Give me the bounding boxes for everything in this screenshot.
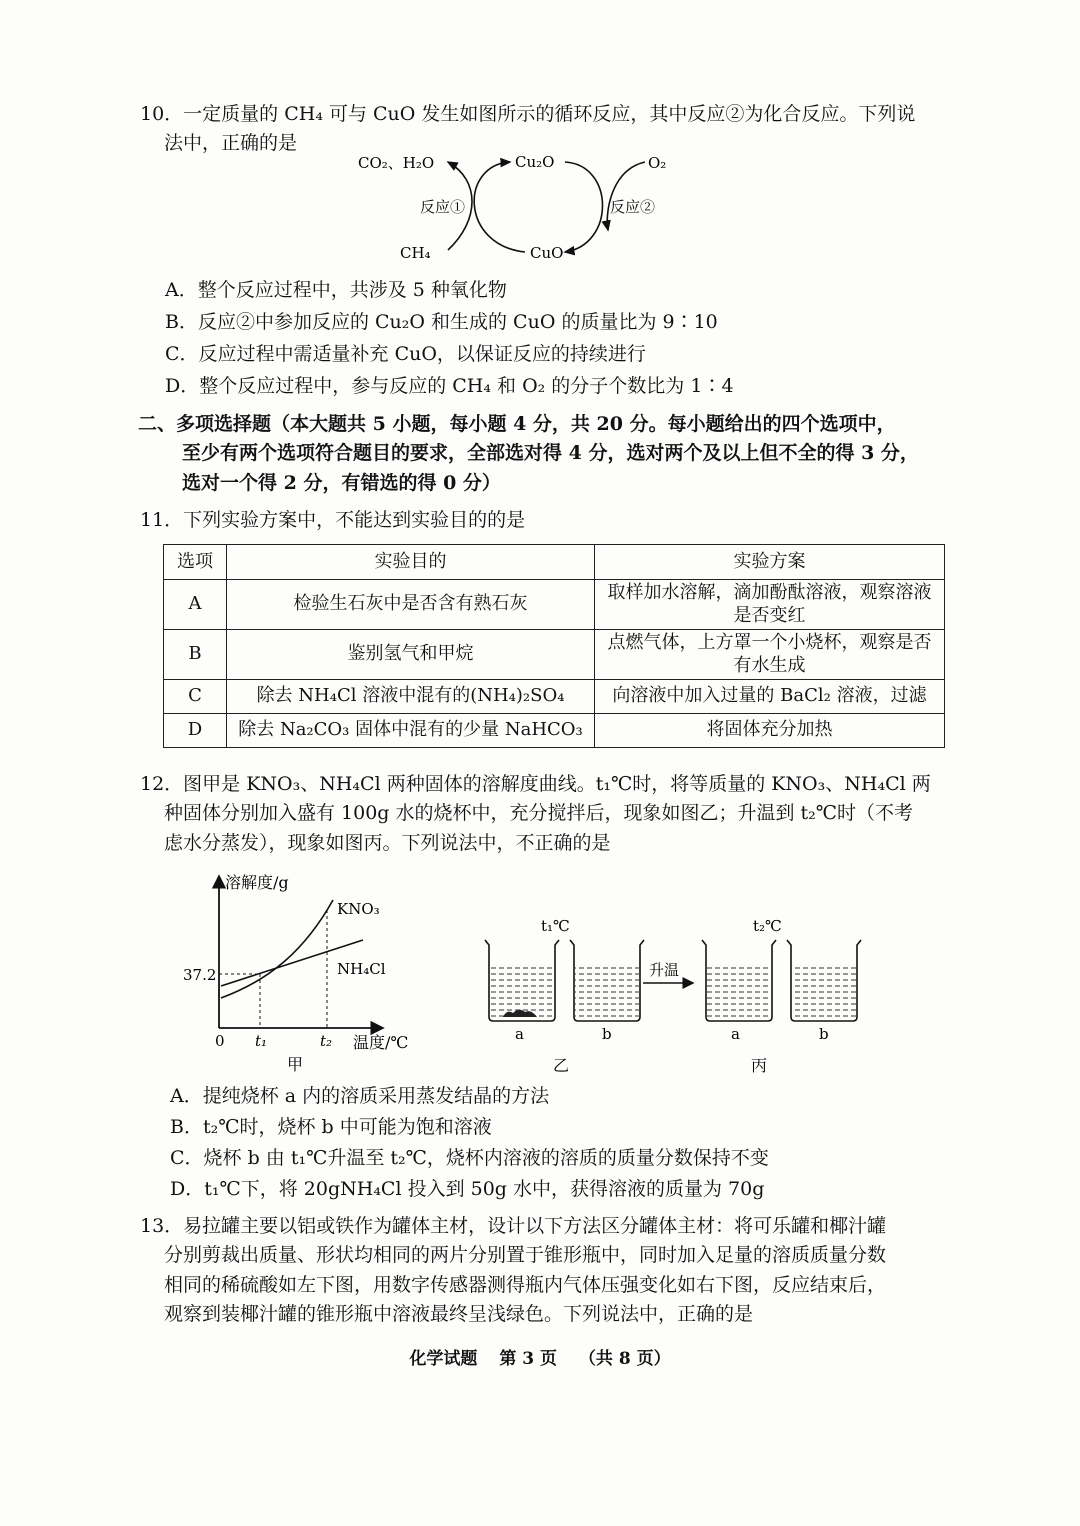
x-axis-label: 温度/℃ bbox=[353, 1033, 409, 1052]
graph-caption: 甲 bbox=[287, 1055, 304, 1074]
header-purpose: 实验目的 bbox=[227, 545, 595, 580]
q12-option-d: D．t₁℃下，将 20gNH₄Cl 投入到 50g 水中，获得溶液的质量为 70g bbox=[170, 1178, 765, 1200]
q10-option-d: D．整个反应过程中，参与反应的 CH₄ 和 O₂ 的分子个数比为 1∶4 bbox=[165, 375, 734, 397]
table-row bbox=[164, 714, 945, 748]
reaction-2-label: 反应② bbox=[610, 198, 656, 216]
question-13-line-4: 观察到装椰汁罐的锥形瓶中溶液最终呈浅绿色。下列说法中，正确的是 bbox=[164, 1303, 754, 1326]
reaction-1-label: 反应① bbox=[420, 198, 466, 216]
label-a-yi: a bbox=[515, 1025, 524, 1043]
label-b-bing: b bbox=[819, 1025, 829, 1043]
question-13-line-2: 分别剪裁出质量、形状均相同的两片分别置于锥形瓶中，同时加入足量的溶质质量分数 bbox=[164, 1244, 887, 1267]
experiment-table bbox=[163, 544, 945, 748]
footer-page: 第 3 页 bbox=[499, 1349, 557, 1369]
table-row bbox=[164, 630, 945, 680]
row-a-plan: 取样加水溶解，滴加酚酞溶液，观察溶液是否变红 bbox=[595, 580, 945, 630]
beaker-figures bbox=[475, 905, 875, 1080]
footer-total: （共 8 页） bbox=[578, 1349, 671, 1369]
y-axis-label: 溶解度/g bbox=[225, 873, 289, 892]
value-label: 37.2 bbox=[183, 966, 217, 984]
beaker-b-bing bbox=[787, 940, 861, 1021]
row-b-plan: 点燃气体，上方罩一个小烧杯，观察是否有水生成 bbox=[595, 630, 945, 680]
reaction-2-arc bbox=[607, 162, 645, 230]
kno3-curve bbox=[221, 900, 333, 998]
section-2-heading bbox=[138, 410, 919, 498]
t2-label: t₂ bbox=[320, 1032, 333, 1050]
beaker-a-bing bbox=[702, 940, 776, 1021]
page-footer bbox=[0, 1346, 1080, 1372]
question-13-stem bbox=[140, 1212, 886, 1330]
heating-label: 升温 bbox=[649, 961, 680, 979]
beaker-a-yi bbox=[485, 940, 559, 1021]
footer-subject: 化学试题 bbox=[409, 1349, 478, 1369]
question-12-stem bbox=[140, 770, 931, 858]
row-d-option: D bbox=[164, 714, 227, 748]
ch4-label: CH₄ bbox=[400, 244, 431, 262]
nh4cl-label: NH₄Cl bbox=[337, 960, 386, 978]
row-b-purpose: 鉴别氢气和甲烷 bbox=[227, 630, 595, 680]
question-12-line-2: 种固体分别加入盛有 100g 水的烧杯中，充分搅拌后，现象如图乙；升温到 t₂℃时（不考 bbox=[164, 802, 914, 825]
cu2o-label: Cu₂O bbox=[515, 153, 555, 171]
section-2-line-3: 选对一个得 2 分，有错选的得 0 分） bbox=[182, 471, 501, 494]
cuo-to-cu2o-arc bbox=[474, 162, 525, 252]
question-12-line-3: 虑水分蒸发），现象如图丙。下列说法中，不正确的是 bbox=[164, 831, 611, 854]
origin-label: 0 bbox=[215, 1032, 225, 1050]
table-row bbox=[164, 680, 945, 714]
section-2-line-2: 至少有两个选项符合题目的要求，全部选对得 4 分，选对两个及以上但不全的得 3 分， bbox=[182, 442, 919, 465]
section-2-line-1: 二、多项选择题（本大题共 5 小题，每小题 4 分，共 20 分。每小题给出的四个选项中， bbox=[138, 413, 896, 435]
t2-temp-label: t₂℃ bbox=[753, 917, 782, 935]
caption-yi: 乙 bbox=[553, 1056, 570, 1075]
q12-option-b: B．t₂℃时，烧杯 b 中可能为饱和溶液 bbox=[170, 1116, 492, 1138]
question-13-line-3: 相同的稀硫酸如左下图，用数字传感器测得瓶内气体压强变化如右下图，反应结束后， bbox=[164, 1273, 887, 1296]
kno3-label: KNO₃ bbox=[337, 900, 380, 918]
question-10-line-1: 10．一定质量的 CH₄ 可与 CuO 发生如图所示的循环反应，其中反应②为化合反应。下列说 bbox=[140, 103, 916, 125]
row-d-purpose: 除去 Na₂CO₃ 固体中混有的少量 NaHCO₃ bbox=[227, 714, 595, 748]
row-c-plan: 向溶液中加入过量的 BaCl₂ 溶液，过滤 bbox=[595, 680, 945, 714]
label-a-bing: a bbox=[731, 1025, 740, 1043]
row-c-purpose: 除去 NH₄Cl 溶液中混有的(NH₄)₂SO₄ bbox=[227, 680, 595, 714]
beaker-b-yi bbox=[570, 940, 644, 1021]
cu2o-to-cuo-arc bbox=[565, 162, 603, 252]
question-11-stem: 11．下列实验方案中，不能达到实验目的的是 bbox=[140, 509, 526, 531]
header-option: 选项 bbox=[164, 545, 227, 580]
products-label: CO₂、H₂O bbox=[358, 154, 435, 172]
caption-bing: 丙 bbox=[751, 1056, 768, 1075]
row-a-option: A bbox=[164, 580, 227, 630]
q10-option-b: B．反应②中参加反应的 Cu₂O 和生成的 CuO 的质量比为 9∶10 bbox=[165, 311, 718, 333]
t1-label: t₁ bbox=[255, 1032, 268, 1050]
o2-label: O₂ bbox=[648, 154, 667, 172]
label-b-yi: b bbox=[602, 1025, 612, 1043]
solubility-graph bbox=[175, 870, 445, 1080]
row-d-plan: 将固体充分加热 bbox=[595, 714, 945, 748]
cycle-diagram bbox=[340, 140, 700, 270]
header-plan: 实验方案 bbox=[595, 545, 945, 580]
row-c-option: C bbox=[164, 680, 227, 714]
q12-option-c: C．烧杯 b 由 t₁℃升温至 t₂℃，烧杯内溶液的溶质的质量分数保持不变 bbox=[170, 1147, 769, 1169]
q10-option-c: C．反应过程中需适量补充 CuO，以保证反应的持续进行 bbox=[165, 343, 646, 365]
t1-temp-label: t₁℃ bbox=[541, 917, 570, 935]
question-12-line-1: 12．图甲是 KNO₃、NH₄Cl 两种固体的溶解度曲线。t₁℃时，将等质量的 KNO₃、NH₄Cl 两 bbox=[140, 773, 931, 795]
question-10-line-2: 法中，正确的是 bbox=[164, 132, 298, 155]
question-13-line-1: 13．易拉罐主要以铝或铁作为罐体主材，设计以下方法区分罐体主材：将可乐罐和椰汁罐 bbox=[140, 1215, 887, 1237]
row-b-option: B bbox=[164, 630, 227, 680]
cuo-label: CuO bbox=[530, 244, 564, 262]
table-header-row bbox=[164, 545, 945, 580]
table-row bbox=[164, 580, 945, 630]
row-a-purpose: 检验生石灰中是否含有熟石灰 bbox=[227, 580, 595, 630]
q12-option-a: A．提纯烧杯 a 内的溶质采用蒸发结晶的方法 bbox=[170, 1085, 550, 1107]
q10-option-a: A．整个反应过程中，共涉及 5 种氧化物 bbox=[165, 279, 507, 301]
